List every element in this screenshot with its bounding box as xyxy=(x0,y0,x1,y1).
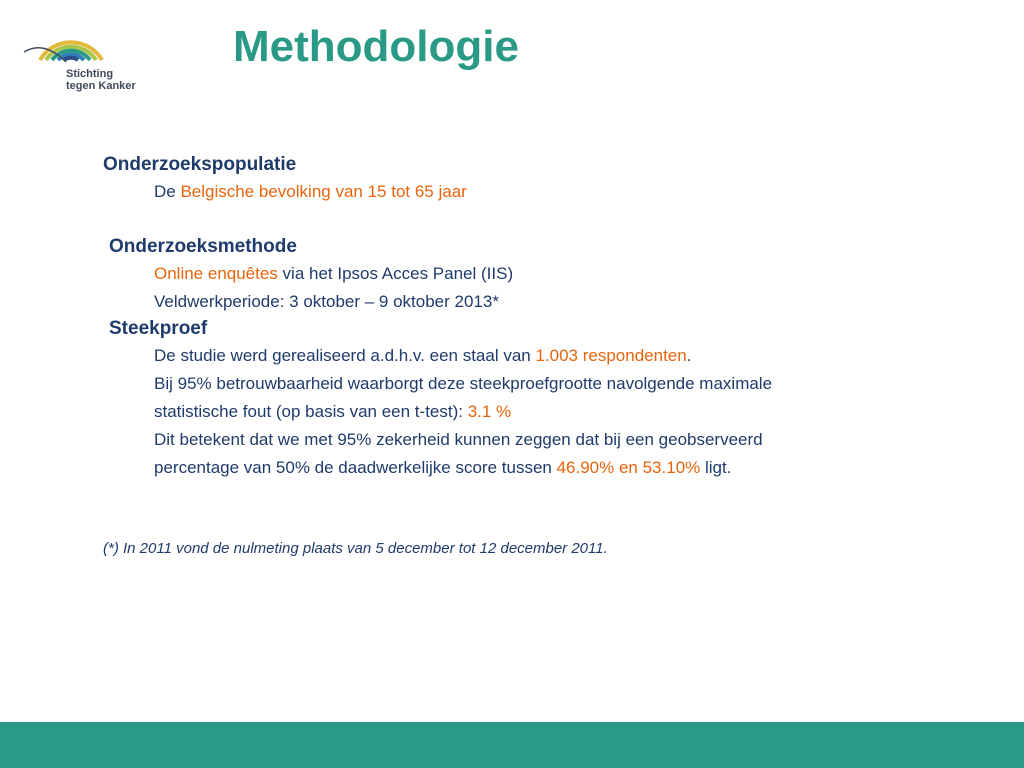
population-line xyxy=(103,178,963,206)
sample-line-2: Bij 95% betrouwbaarheid waarborgt deze steekproefgrootte navolgende maximale xyxy=(154,374,773,393)
sample-line-3 xyxy=(103,398,963,426)
sample-line-5-prefix: percentage van 50% de daadwerkelijke score tussen xyxy=(154,458,557,477)
sample-line-5-suffix: ligt. xyxy=(700,458,732,477)
logo-text xyxy=(66,68,136,92)
method-highlight: Online enquêtes xyxy=(154,264,278,283)
method-line-1 xyxy=(103,260,963,288)
sample-line-1-suffix: . xyxy=(686,346,692,365)
method-line-2: Veldwerkperiode: 3 oktober – 9 oktober 2013* xyxy=(154,292,499,311)
footnote: (*) In 2011 vond de nulmeting plaats van 5 december tot 12 december 2011. xyxy=(103,540,608,557)
sample-line-1 xyxy=(103,342,963,370)
logo-line-1: Stichting xyxy=(66,68,114,80)
method-line-1-rest: via het Ipsos Acces Panel (IIS) xyxy=(277,264,514,283)
sample-error: 3.1 % xyxy=(467,402,512,421)
sample-line-5 xyxy=(103,454,963,482)
sample-line-1-prefix: De studie werd gerealiseerd a.d.h.v. een staal van xyxy=(154,346,536,365)
sample-range: 46.90% en 53.10% xyxy=(556,458,701,477)
logo xyxy=(22,18,162,98)
population-prefix: De xyxy=(154,182,181,201)
logo-line-2: tegen Kanker xyxy=(66,80,136,92)
page-title: Methodologie xyxy=(233,22,519,71)
sample-respondents: 1.003 respondenten xyxy=(535,346,687,365)
method-heading: Onderzoeksmethode xyxy=(109,236,297,257)
population-heading: Onderzoekspopulatie xyxy=(103,154,297,175)
population-highlight: Belgische bevolking van 15 tot 65 jaar xyxy=(180,182,467,201)
sample-line-3-prefix: statistische fout (op basis van een t-test): xyxy=(154,402,468,421)
footer-bar xyxy=(0,722,1024,768)
content xyxy=(103,152,963,482)
logo-arcs-icon xyxy=(22,18,132,68)
sample-line-4: Dit betekent dat we met 95% zekerheid kunnen zeggen dat bij een geobserveerd xyxy=(154,430,763,449)
sample-heading: Steekproef xyxy=(109,318,208,339)
